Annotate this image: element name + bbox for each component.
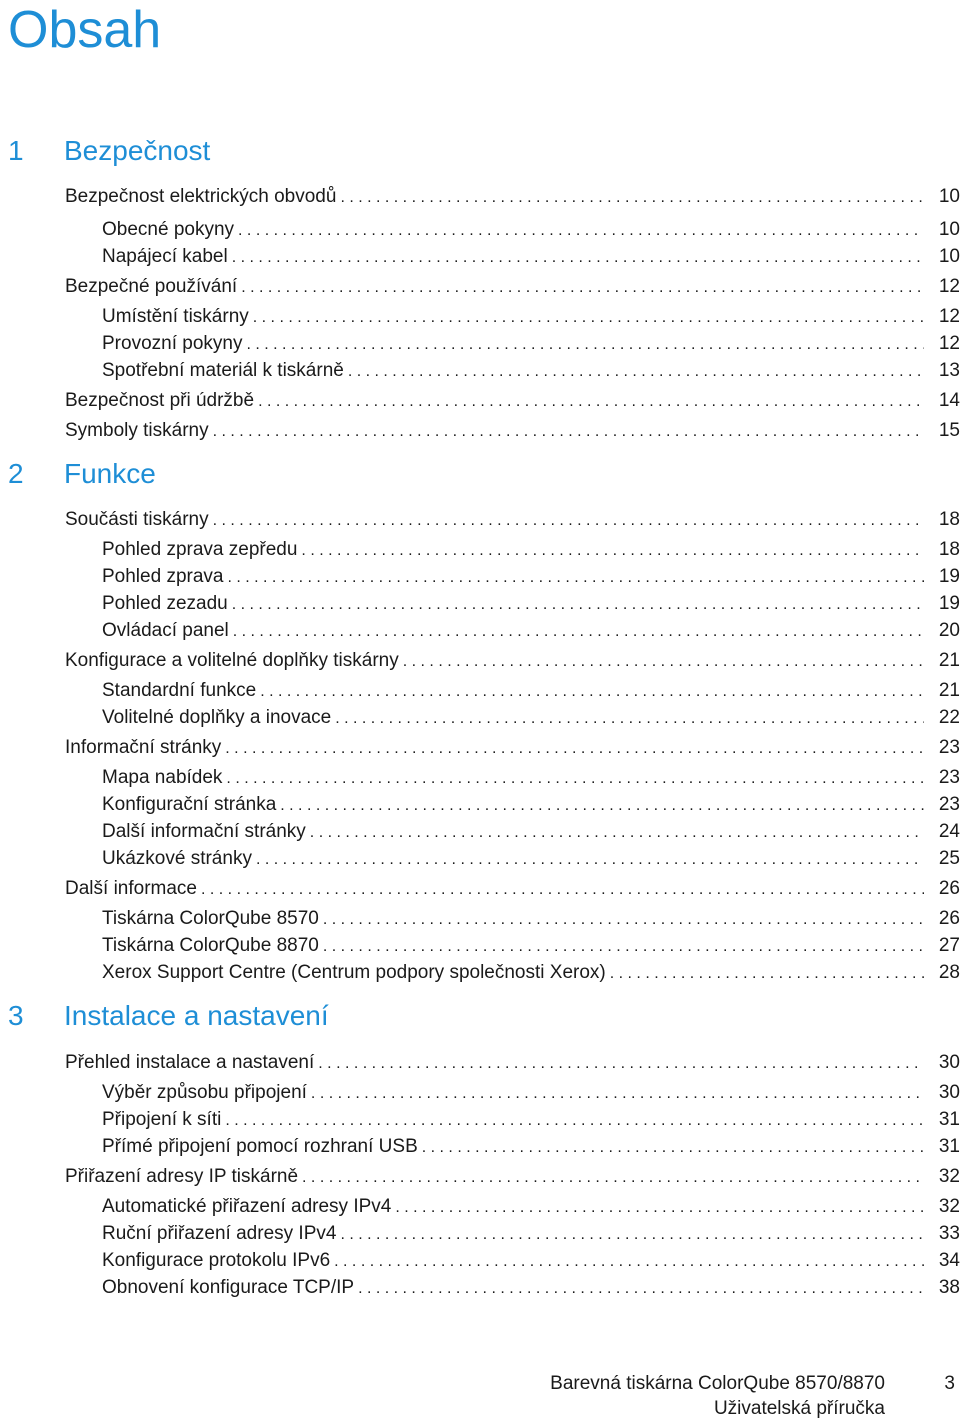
toc-entry-page: 32 xyxy=(938,1166,960,1187)
toc-entry[interactable] xyxy=(65,418,960,444)
dot-leader xyxy=(213,508,924,534)
toc-entry-title: Symboly tiskárny xyxy=(65,420,209,441)
toc-entry-page: 23 xyxy=(938,794,960,815)
dot-leader xyxy=(225,736,924,762)
toc-entry-title: Výběr způsobu připojení xyxy=(102,1082,307,1103)
chapter-heading xyxy=(8,996,329,1036)
chapter-title: Funkce xyxy=(64,458,156,489)
toc-entry[interactable] xyxy=(102,1080,960,1106)
toc-entry-page: 30 xyxy=(938,1082,960,1103)
dot-leader xyxy=(238,218,924,244)
toc-entry-title: Konfigurace protokolu IPv6 xyxy=(102,1250,331,1271)
toc-entry[interactable] xyxy=(102,1248,960,1274)
toc-entry-page: 22 xyxy=(938,707,960,728)
dot-leader xyxy=(310,820,924,846)
toc-entry-page: 10 xyxy=(938,186,960,207)
toc-entry-page: 18 xyxy=(938,539,960,560)
toc-entry[interactable] xyxy=(65,648,960,674)
footer-document-title xyxy=(550,1371,885,1421)
toc-entry-title: Bezpečnost při údržbě xyxy=(65,390,255,411)
toc-entry[interactable] xyxy=(65,1164,960,1190)
dot-leader xyxy=(301,538,924,564)
toc-entry-page: 38 xyxy=(938,1277,960,1298)
toc-entry-page: 23 xyxy=(938,737,960,758)
toc-entry[interactable] xyxy=(102,1221,960,1247)
chapter-number: 3 xyxy=(8,1000,24,1031)
chapter-number: 1 xyxy=(8,135,24,166)
toc-entry[interactable] xyxy=(102,358,960,384)
toc-entry-page: 10 xyxy=(938,246,960,267)
toc-entry-title: Standardní funkce xyxy=(102,680,257,701)
dot-leader xyxy=(241,275,924,301)
toc-entry-page: 23 xyxy=(938,767,960,788)
toc-entry[interactable] xyxy=(102,564,960,590)
dot-leader xyxy=(227,565,924,591)
toc-entry-title: Informační stránky xyxy=(65,737,222,758)
dot-leader xyxy=(311,1081,924,1107)
toc-entry[interactable] xyxy=(102,304,960,330)
toc-entry[interactable] xyxy=(65,184,960,210)
toc-entry-title: Bezpečné používání xyxy=(65,276,238,297)
footer-page-number: 3 xyxy=(944,1373,955,1394)
dot-leader xyxy=(233,619,924,645)
toc-entry-title: Konfigurační stránka xyxy=(102,794,277,815)
toc-entry[interactable] xyxy=(102,765,960,791)
dot-leader xyxy=(403,649,924,675)
toc-entry[interactable] xyxy=(65,274,960,300)
toc-entry-title: Ruční přiřazení adresy IPv4 xyxy=(102,1223,337,1244)
dot-leader xyxy=(302,1165,924,1191)
toc-entry[interactable] xyxy=(102,217,960,243)
toc-entry-title: Tiskárna ColorQube 8570 xyxy=(102,908,319,929)
toc-entry[interactable] xyxy=(65,735,960,761)
dot-leader xyxy=(323,934,924,960)
toc-entry[interactable] xyxy=(102,819,960,845)
toc-entry-title: Automatické přiřazení adresy IPv4 xyxy=(102,1196,392,1217)
toc-entry-page: 18 xyxy=(938,509,960,530)
toc-entry-page: 25 xyxy=(938,848,960,869)
toc-entry-title: Tiskárna ColorQube 8870 xyxy=(102,935,319,956)
toc-entry-title: Součásti tiskárny xyxy=(65,509,209,530)
dot-leader xyxy=(334,1249,924,1275)
toc-entry-page: 32 xyxy=(938,1196,960,1217)
toc-entry-title: Ovládací panel xyxy=(102,620,229,641)
dot-leader xyxy=(232,592,924,618)
chapter-title: Bezpečnost xyxy=(64,135,211,166)
toc-entry-title: Konfigurace a volitelné doplňky tiskárny xyxy=(65,650,399,671)
dot-leader xyxy=(395,1195,924,1221)
toc-entry-title: Pohled zprava xyxy=(102,566,224,587)
dot-leader xyxy=(610,961,924,987)
toc-entry-title: Spotřební materiál k tiskárně xyxy=(102,360,344,381)
dot-leader xyxy=(340,185,924,211)
toc-entry-title: Přiřazení adresy IP tiskárně xyxy=(65,1166,299,1187)
toc-entry-page: 30 xyxy=(938,1052,960,1073)
toc-entry-title: Ukázkové stránky xyxy=(102,848,252,869)
chapter-title: Instalace a nastavení xyxy=(64,1000,329,1031)
toc-entry-title: Bezpečnost elektrických obvodů xyxy=(65,186,337,207)
toc-entry-title: Napájecí kabel xyxy=(102,246,228,267)
toc-entry-page: 31 xyxy=(938,1136,960,1157)
toc-entry-page: 28 xyxy=(938,962,960,983)
toc-entry[interactable] xyxy=(102,1134,960,1160)
toc-entry-title: Xerox Support Centre (Centrum podpory společnosti Xerox) xyxy=(102,962,606,983)
toc-entry[interactable] xyxy=(102,960,960,986)
toc-entry-title: Provozní pokyny xyxy=(102,333,243,354)
toc-entry-page: 19 xyxy=(938,593,960,614)
dot-leader xyxy=(340,1222,924,1248)
toc-entry-page: 14 xyxy=(938,390,960,411)
toc-entry-title: Další informační stránky xyxy=(102,821,306,842)
dot-leader xyxy=(335,706,924,732)
toc-entry-page: 31 xyxy=(938,1109,960,1130)
toc-entry[interactable] xyxy=(102,846,960,872)
toc-entry-page: 12 xyxy=(938,306,960,327)
chapter-number: 2 xyxy=(8,458,24,489)
dot-leader xyxy=(318,1051,924,1077)
dot-leader xyxy=(226,766,924,792)
toc-entry-title: Umístění tiskárny xyxy=(102,306,249,327)
toc-entry-title: Obnovení konfigurace TCP/IP xyxy=(102,1277,355,1298)
toc-entry[interactable] xyxy=(102,1194,960,1220)
toc-entry[interactable] xyxy=(102,933,960,959)
chapter-heading xyxy=(8,454,156,494)
toc-entry-title: Volitelné doplňky a inovace xyxy=(102,707,332,728)
toc-entry-page: 27 xyxy=(938,935,960,956)
toc-entry-page: 24 xyxy=(938,821,960,842)
toc-entry[interactable] xyxy=(102,244,960,270)
toc-entry[interactable] xyxy=(102,591,960,617)
toc-entry-title: Obecné pokyny xyxy=(102,219,235,240)
dot-leader xyxy=(256,847,924,873)
toc-entry[interactable] xyxy=(102,1275,960,1301)
toc-entry-page: 12 xyxy=(938,333,960,354)
toc-entry-title: Pohled zezadu xyxy=(102,593,228,614)
toc-entry-page: 21 xyxy=(938,650,960,671)
dot-leader xyxy=(422,1135,924,1161)
toc-entry[interactable] xyxy=(65,388,960,414)
toc-entry[interactable] xyxy=(102,792,960,818)
dot-leader xyxy=(213,419,924,445)
toc-entry-title: Pohled zprava zepředu xyxy=(102,539,298,560)
toc-entry[interactable] xyxy=(102,906,960,932)
chapter-heading xyxy=(8,131,210,171)
toc-entry[interactable] xyxy=(102,678,960,704)
dot-leader xyxy=(260,679,924,705)
toc-entry[interactable] xyxy=(102,618,960,644)
toc-entry[interactable] xyxy=(102,705,960,731)
dot-leader xyxy=(246,332,924,358)
dot-leader xyxy=(225,1108,924,1134)
dot-leader xyxy=(348,359,924,385)
footer-guide-name: Uživatelská příručka xyxy=(713,1398,885,1419)
toc-entry-title: Přehled instalace a nastavení xyxy=(65,1052,315,1073)
dot-leader xyxy=(323,907,924,933)
toc-entry-title: Přímé připojení pomocí rozhraní USB xyxy=(102,1136,418,1157)
toc-entry-page: 21 xyxy=(938,680,960,701)
dot-leader xyxy=(232,245,924,271)
toc-entry-page: 19 xyxy=(938,566,960,587)
toc-entry-page: 20 xyxy=(938,620,960,641)
toc-entry[interactable] xyxy=(102,1107,960,1133)
toc-entry-page: 12 xyxy=(938,276,960,297)
toc-entry-page: 26 xyxy=(938,878,960,899)
toc-entry-page: 34 xyxy=(938,1250,960,1271)
dot-leader xyxy=(280,793,924,819)
dot-leader xyxy=(358,1276,924,1302)
toc-entry-title: Další informace xyxy=(65,878,197,899)
toc-entry-page: 26 xyxy=(938,908,960,929)
toc-entry-page: 15 xyxy=(938,420,960,441)
toc-entry[interactable] xyxy=(102,537,960,563)
dot-leader xyxy=(201,877,924,903)
toc-entry-page: 33 xyxy=(938,1223,960,1244)
dot-leader xyxy=(258,389,924,415)
page-title: Obsah xyxy=(8,1,162,59)
toc-entry-page: 10 xyxy=(938,219,960,240)
dot-leader xyxy=(253,305,924,331)
toc-entry[interactable] xyxy=(102,331,960,357)
footer-product-name: Barevná tiskárna ColorQube 8570/8870 xyxy=(550,1373,885,1394)
toc-entry[interactable] xyxy=(65,507,960,533)
toc-entry[interactable] xyxy=(65,1050,960,1076)
toc-entry-title: Připojení k síti xyxy=(102,1109,222,1130)
toc-entry-page: 13 xyxy=(938,360,960,381)
toc-entry-title: Mapa nabídek xyxy=(102,767,223,788)
toc-entry[interactable] xyxy=(65,876,960,902)
